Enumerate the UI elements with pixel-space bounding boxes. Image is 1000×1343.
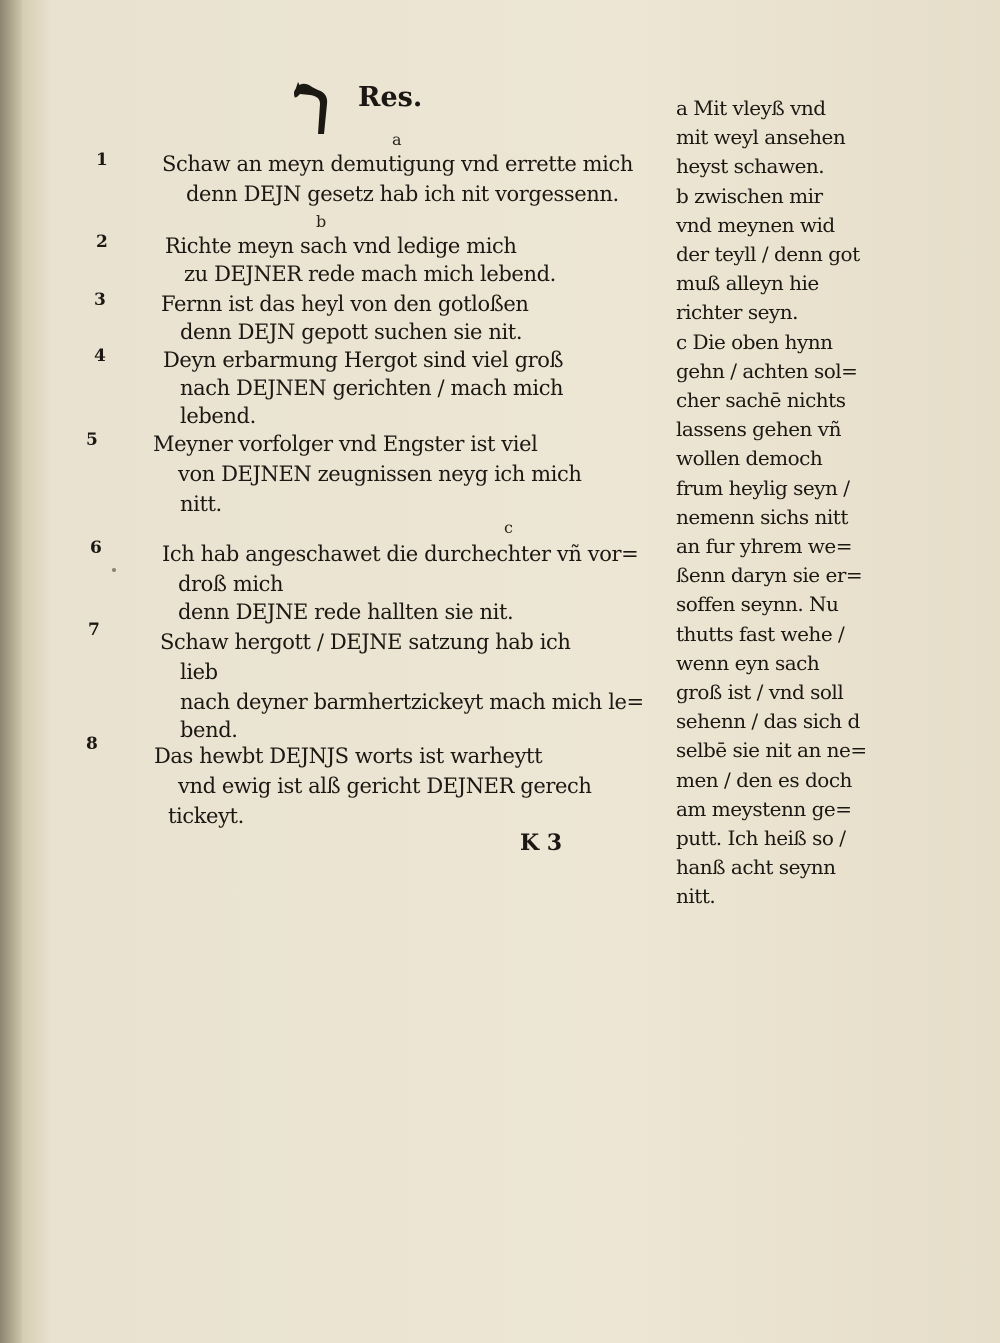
gloss-line: b zwischen mir bbox=[676, 184, 823, 208]
gloss-reference-letter: c bbox=[504, 518, 513, 537]
text-line: bend. bbox=[180, 718, 238, 742]
gloss-line: cher sachē nichts bbox=[676, 388, 846, 412]
book-gutter bbox=[0, 0, 22, 1343]
gloss-line: selbē sie nit an ne= bbox=[676, 738, 867, 762]
verse-number: 4 bbox=[94, 346, 106, 366]
verse-number: 3 bbox=[94, 290, 106, 310]
text-line: nitt. bbox=[180, 492, 222, 516]
gloss-reference-letter: b bbox=[316, 212, 327, 231]
verse-number: 1 bbox=[96, 150, 108, 170]
text-line: lieb bbox=[180, 660, 218, 684]
gloss-line: hanß acht seynn bbox=[676, 855, 836, 879]
gloss-line: heyst schawen. bbox=[676, 154, 825, 178]
gloss-line: am meystenn ge= bbox=[676, 797, 852, 821]
text-line: droß mich bbox=[178, 572, 284, 596]
gloss-line: vnd meynen wid bbox=[676, 213, 835, 237]
gloss-line: lassens gehen vñ bbox=[676, 417, 841, 441]
text-line: Meyner vorfolger vnd Engster ist viel bbox=[153, 432, 538, 456]
gloss-line: nemenn sichs nitt bbox=[676, 505, 848, 529]
gloss-line: putt. Ich heiß so / bbox=[676, 826, 846, 850]
gloss-line: men / den es doch bbox=[676, 768, 852, 792]
signature-mark: K 3 bbox=[520, 830, 563, 856]
gloss-line: c Die oben hynn bbox=[676, 330, 833, 354]
text-line: nach DEJNEN gerichten / mach mich bbox=[180, 376, 564, 400]
gloss-line: frum heylig seyn / bbox=[676, 476, 850, 500]
gloss-line: ßenn daryn sie er= bbox=[676, 563, 863, 587]
gloss-line: richter seyn. bbox=[676, 300, 798, 324]
gloss-line: thutts fast wehe / bbox=[676, 622, 845, 646]
verse-number: 6 bbox=[90, 538, 102, 558]
text-line: Fernn ist das heyl von den gotloßen bbox=[161, 292, 529, 316]
verse-number: 2 bbox=[96, 232, 108, 252]
gloss-line: wollen democh bbox=[676, 446, 823, 470]
text-line: Deyn erbarmung Hergot sind viel groß bbox=[163, 348, 564, 372]
text-line: Schaw an meyn demutigung vnd errette mich bbox=[162, 152, 633, 176]
text-line: von DEJNEN zeugnissen neyg ich mich bbox=[178, 462, 582, 486]
text-line: Schaw hergott / DEJNE satzung hab ich bbox=[160, 630, 571, 654]
text-line: tickeyt. bbox=[168, 804, 244, 828]
text-line: nach deyner barmhertzickeyt mach mich le= bbox=[180, 690, 644, 714]
gloss-line: der teyll / denn got bbox=[676, 242, 860, 266]
page-title: Res. bbox=[358, 82, 423, 113]
text-line: denn DEJN gesetz hab ich nit vorgessenn. bbox=[186, 182, 619, 206]
text-line: Ich hab angeschawet die durchechter vñ vor= bbox=[162, 542, 639, 566]
verse-number: 5 bbox=[86, 430, 98, 450]
text-line: lebend. bbox=[180, 404, 256, 428]
text-line: denn DEJN gepott suchen sie nit. bbox=[180, 320, 523, 344]
gloss-line: muß alleyn hie bbox=[676, 271, 819, 295]
text-line: Richte meyn sach vnd ledige mich bbox=[165, 234, 517, 258]
gloss-line: wenn eyn sach bbox=[676, 651, 820, 675]
text-line: zu DEJNER rede mach mich lebend. bbox=[184, 262, 556, 286]
verse-number: 8 bbox=[86, 734, 98, 754]
gloss-line: gehn / achten sol= bbox=[676, 359, 858, 383]
text-line: vnd ewig ist alß gericht DEJNER gerech bbox=[178, 774, 592, 798]
gloss-line: an fur yhrem we= bbox=[676, 534, 852, 558]
text-line: denn DEJNE rede hallten sie nit. bbox=[178, 600, 514, 624]
text-line: Das hewbt DEJNJS worts ist warheytt bbox=[154, 744, 543, 768]
ink-smudge bbox=[112, 568, 116, 572]
gloss-reference-letter: a bbox=[392, 130, 402, 149]
gloss-line: soffen seynn. Nu bbox=[676, 592, 839, 616]
gloss-line: sehenn / das sich d bbox=[676, 709, 860, 733]
gloss-line: a Mit vleyß vnd bbox=[676, 96, 826, 120]
gloss-line: nitt. bbox=[676, 884, 716, 908]
gloss-line: mit weyl ansehen bbox=[676, 125, 846, 149]
gloss-line: groß ist / vnd soll bbox=[676, 680, 844, 704]
verse-number: 7 bbox=[88, 620, 100, 640]
resh-letter-icon bbox=[292, 78, 332, 136]
